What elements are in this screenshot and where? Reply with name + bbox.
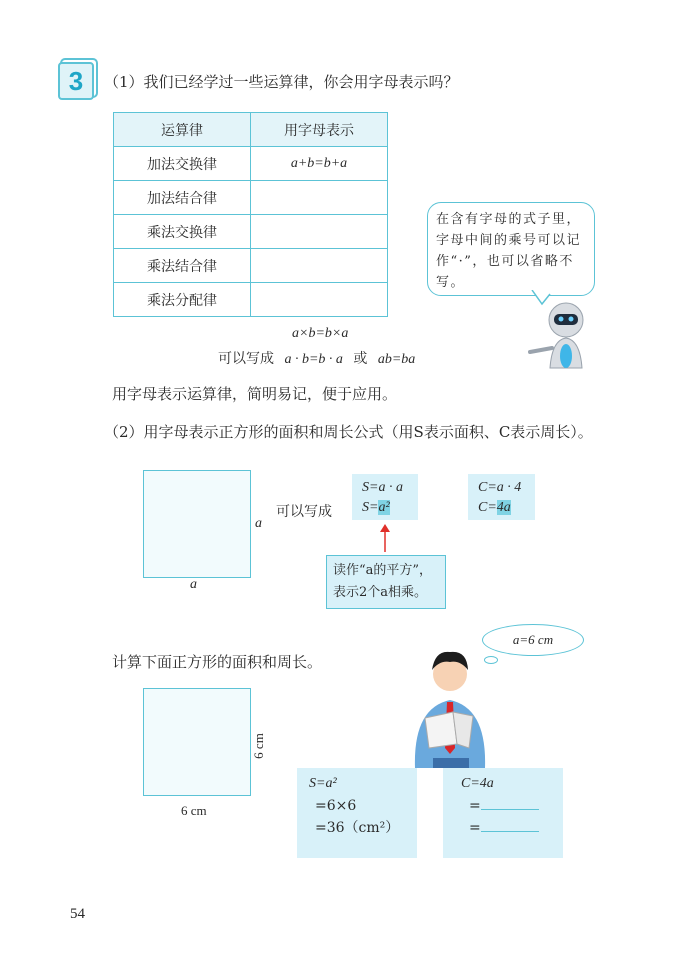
answer-blank — [481, 819, 539, 832]
area-line: S= — [362, 500, 379, 515]
area-line: S=a · a — [362, 480, 403, 495]
dot-form: a · b=b · a — [284, 352, 343, 367]
or-word: 或 — [353, 351, 368, 367]
answer-blank — [481, 797, 539, 810]
perimeter-line: C= — [478, 500, 497, 515]
table-cell: 乘法交换律 — [114, 215, 251, 249]
a-squared-highlight: a² — [378, 500, 390, 515]
4a-highlight: 4a — [496, 500, 511, 515]
perimeter-equals: = — [469, 798, 481, 814]
table-cell: a+b=b+a — [251, 147, 388, 181]
table-header: 用字母表示 — [251, 113, 388, 147]
square-reading-note — [326, 555, 446, 609]
exercise-prompt: 计算下面正方形的面积和周长。 — [112, 653, 323, 671]
page-number: 54 — [70, 906, 85, 922]
perimeter-work-box — [443, 768, 563, 858]
example-rewrite — [218, 348, 415, 368]
boy-illustration — [405, 638, 495, 768]
part1-question: （1）我们已经学过一些运算律，你会用字母表示吗？ — [104, 73, 459, 91]
square-6cm — [143, 688, 251, 796]
table-cell-empty — [251, 181, 388, 215]
perimeter-work-line: C=4a — [461, 776, 494, 791]
perimeter-formula-box — [468, 474, 535, 520]
thought-cloud: a=6 cm — [482, 624, 584, 656]
side-label-bottom: 6 cm — [181, 803, 207, 818]
area-work-line: S=a² — [309, 776, 337, 791]
area-work-box — [297, 768, 417, 858]
table-cell-empty — [251, 215, 388, 249]
note-line: 表示2个a相乘。 — [333, 585, 428, 600]
perimeter-equals: = — [469, 820, 481, 836]
omitted-form: ab=ba — [377, 352, 416, 367]
table-cell-empty — [251, 249, 388, 283]
part2-question: （2）用字母表示正方形的面积和周长公式（用S表示面积、C表示周长）。 — [104, 423, 593, 441]
area-work-line: =36（cm²） — [315, 820, 400, 836]
arrow-up-icon — [379, 524, 391, 552]
table-cell: 加法结合律 — [114, 181, 251, 215]
table-cell: 乘法结合律 — [114, 249, 251, 283]
side-label-bottom: a — [190, 577, 197, 592]
robot-illustration — [510, 290, 600, 370]
side-label-right: 6 cm — [250, 733, 266, 759]
problem-number-badge: 3 — [58, 62, 94, 100]
rewrite-prefix: 可以写成 — [218, 351, 274, 367]
square-a — [143, 470, 251, 578]
area-formula-box — [352, 474, 418, 520]
table-cell: 乘法分配律 — [114, 283, 251, 317]
table-cell: 加法交换律 — [114, 147, 251, 181]
perimeter-line: C=a · 4 — [478, 480, 522, 495]
table-header: 运算律 — [114, 113, 251, 147]
side-label-right: a — [255, 516, 262, 531]
summary-text: 用字母表示运算律，简明易记，便于应用。 — [112, 385, 398, 403]
table-cell-empty — [251, 283, 388, 317]
area-work-line: =6×6 — [315, 798, 357, 814]
robot-speech-bubble: 在含有字母的式子里，字母中间的乘号可以记作“·”，也可以省略不写。 — [427, 202, 595, 296]
example-equation: a×b=b×a — [292, 326, 349, 341]
laws-table — [113, 112, 388, 317]
note-line: 读作“a的平方”， — [333, 563, 433, 578]
can-write-label: 可以写成 — [276, 504, 332, 520]
